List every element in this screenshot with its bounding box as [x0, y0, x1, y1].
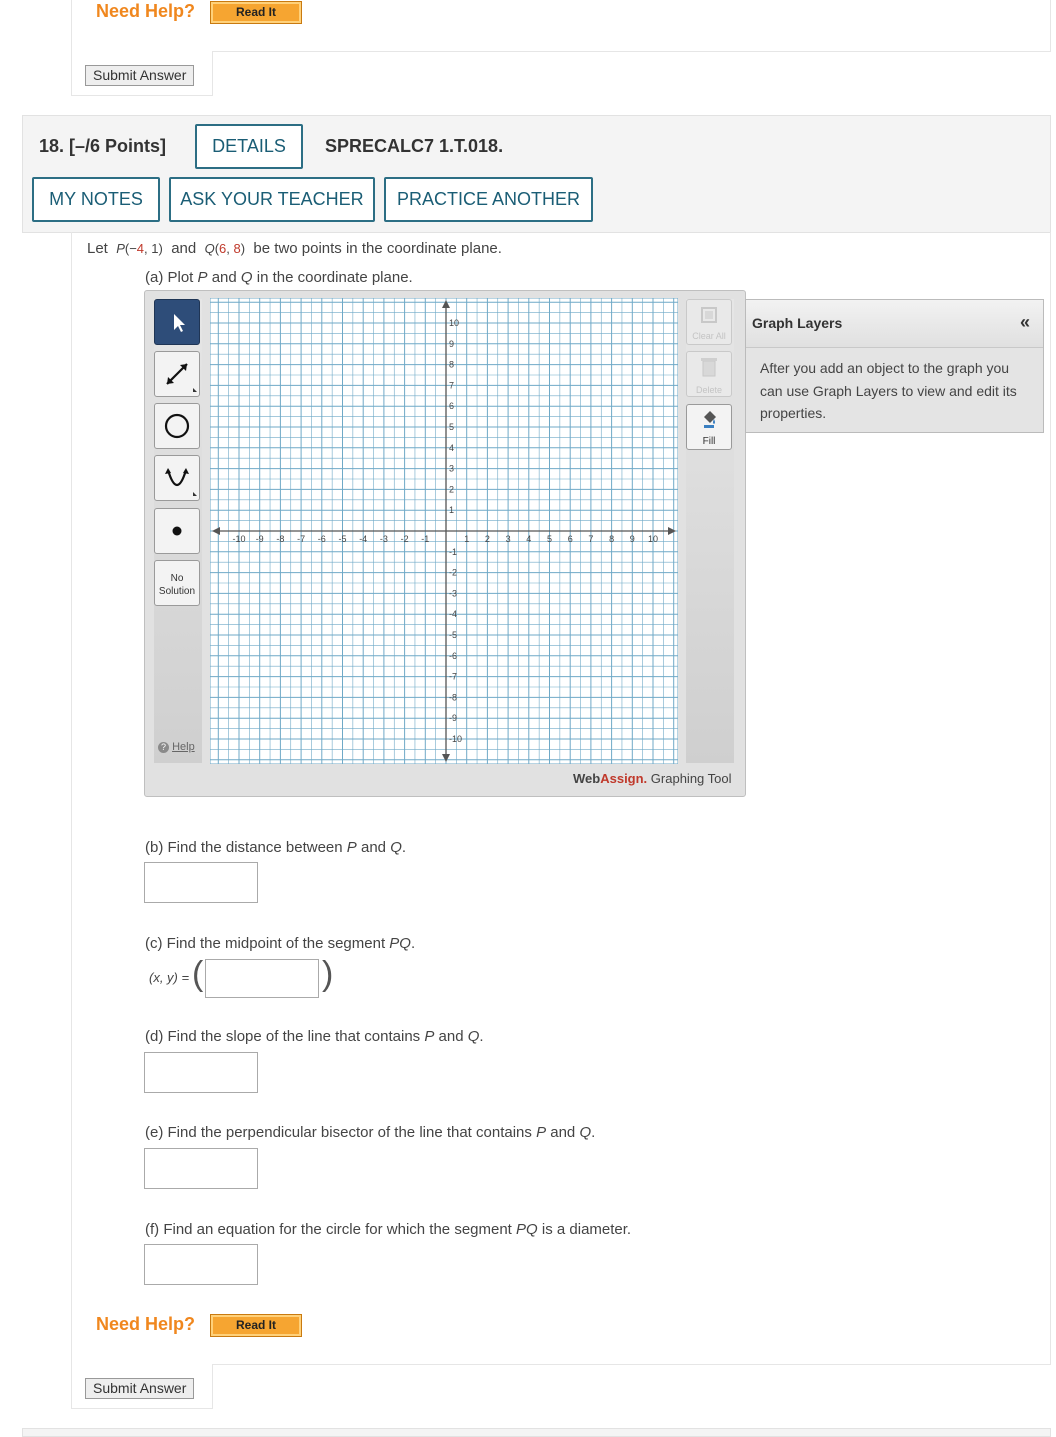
fill-bucket-icon	[687, 405, 731, 431]
my-notes-button[interactable]: MY NOTES	[32, 177, 160, 222]
part-d-q: Q	[467, 1028, 480, 1045]
part-d-and: and	[438, 1028, 464, 1045]
read-it-button[interactable]: Read It	[210, 1314, 302, 1337]
prev-submit-answer-button[interactable]: Submit Answer	[85, 65, 194, 86]
y-tick-label: 5	[449, 422, 455, 432]
part-e-q: Q	[579, 1124, 592, 1141]
parabola-tool-button[interactable]	[154, 455, 200, 501]
intro-and: and	[171, 240, 197, 257]
collapse-icon[interactable]: «	[1019, 312, 1030, 332]
line-tool-button[interactable]	[154, 351, 200, 397]
x-tick-label: -8	[276, 534, 285, 544]
y-tick-label: 8	[449, 359, 455, 370]
x-tick-label: 4	[526, 534, 532, 544]
next-question-edge	[22, 1428, 1051, 1437]
point-p-name: P	[116, 241, 125, 256]
x-tick-label: 10	[647, 534, 659, 544]
fill-button[interactable]	[686, 404, 732, 450]
pointer-icon	[155, 300, 199, 344]
problem-intro	[87, 240, 502, 257]
y-tick-label: 1	[449, 505, 455, 516]
part-c-prompt	[145, 935, 415, 952]
y-tick-label: 10	[449, 318, 460, 328]
graph-canvas[interactable]	[210, 298, 678, 764]
y-tick-label: -5	[449, 630, 458, 640]
part-c-prefix: (c) Find the midpoint of the segment	[145, 935, 386, 952]
y-tick-label: -1	[449, 546, 458, 557]
y-tick-label: -3	[449, 588, 458, 599]
part-f-suffix: is a diameter.	[541, 1221, 632, 1238]
part-b-p: P	[346, 839, 357, 856]
part-a-prefix: (a) Plot	[145, 269, 194, 286]
y-tick-label: 7	[449, 380, 455, 391]
x-tick-label: -4	[359, 534, 368, 544]
part-a-suffix: in the coordinate plane.	[256, 269, 413, 286]
bisector-answer-input[interactable]	[144, 1148, 258, 1189]
x-tick-label: -7	[297, 534, 306, 544]
question-code: SPRECALC7 1.T.018.	[325, 136, 504, 156]
open-paren: (	[192, 955, 204, 993]
trash-icon	[687, 352, 731, 380]
y-tick-label: 6	[449, 401, 455, 412]
intro-let: Let	[87, 240, 108, 257]
brand-assign: Assign.	[600, 771, 648, 786]
p-x-value: 4	[136, 241, 145, 256]
x-tick-label: -2	[400, 534, 409, 544]
y-tick-label: 9	[449, 338, 455, 349]
part-c-end: .	[410, 935, 416, 952]
graph-layers-header[interactable]	[746, 300, 1043, 348]
part-b-prefix: (b) Find the distance between	[145, 839, 343, 856]
clear-all-button[interactable]	[686, 299, 732, 345]
x-tick-label: 6	[567, 534, 573, 544]
submit-answer-button[interactable]: Submit Answer	[85, 1378, 194, 1399]
midpoint-label: (x, y) =	[149, 970, 190, 985]
part-d-p: P	[424, 1028, 435, 1045]
webassign-brand	[573, 771, 732, 786]
q-open: (	[214, 241, 220, 256]
part-b-and: and	[360, 839, 387, 856]
part-a-p: P	[197, 269, 208, 286]
prev-read-it-button[interactable]: Read It	[210, 1, 302, 24]
part-c-pq: PQ	[389, 935, 411, 952]
q-y-value: 8	[233, 241, 241, 256]
fill-label: Fill	[702, 436, 716, 447]
intro-rest: be two points in the coordinate plane.	[253, 240, 502, 257]
x-tick-label: 9	[629, 534, 635, 544]
x-tick-label: 5	[546, 534, 553, 544]
brand-tool: Graphing Tool	[647, 771, 732, 786]
prev-need-help-label: Need Help?	[96, 1, 196, 21]
part-d-prompt	[145, 1028, 484, 1045]
graph-layers-info: After you add an object to the graph you can use Graph Layers to view and edit its properties.	[760, 360, 1017, 421]
help-icon: ?	[158, 742, 169, 753]
y-tick-label: 3	[449, 463, 455, 474]
q-close: )	[240, 241, 246, 256]
y-tick-label: -6	[449, 650, 458, 661]
y-tick-label: 4	[449, 442, 455, 453]
part-d-prefix: (d) Find the slope of the line that contains	[145, 1028, 421, 1045]
y-tick-label: -10	[449, 734, 463, 744]
part-e-prompt	[145, 1124, 595, 1141]
line-icon	[155, 352, 199, 396]
part-b-end: .	[401, 839, 407, 856]
part-f-prompt	[145, 1221, 631, 1238]
q-sep: ,	[226, 241, 234, 256]
y-tick-label: -8	[449, 692, 458, 703]
y-tick-label: -4	[449, 609, 458, 620]
no-solution-button[interactable]	[154, 560, 200, 606]
part-f-prefix: (f) Find an equation for the circle for which the segment	[145, 1221, 512, 1238]
part-a-and: and	[211, 269, 237, 286]
x-tick-label: 1	[464, 534, 470, 544]
x-tick-label: 2	[484, 534, 490, 544]
x-tick-label: -5	[338, 534, 347, 544]
help-label: Help	[172, 741, 195, 753]
question-number: 18. [–/6 Points]	[39, 136, 167, 156]
p-open: (−	[124, 241, 137, 256]
p-sep: ,	[144, 241, 152, 256]
no-solution-line2: Solution	[158, 586, 196, 597]
point-q-name: Q	[204, 241, 215, 256]
part-e-end: .	[591, 1124, 596, 1141]
x-tick-label: 7	[588, 534, 594, 544]
p-y-value: 1	[151, 241, 159, 256]
part-e-p: P	[536, 1124, 547, 1141]
distance-answer-input[interactable]	[144, 862, 258, 903]
x-tick-label: 3	[505, 534, 511, 544]
need-help-label: Need Help?	[96, 1314, 196, 1334]
parabola-icon	[155, 456, 199, 500]
midpoint-answer-input[interactable]	[205, 959, 319, 998]
delete-label: Delete	[695, 385, 722, 395]
ask-your-teacher-button[interactable]: ASK YOUR TEACHER	[169, 177, 375, 222]
point-icon	[155, 509, 199, 553]
circle-icon	[155, 404, 199, 448]
practice-another-button[interactable]: PRACTICE ANOTHER	[384, 177, 593, 222]
clear-all-label: Clear All	[692, 331, 726, 341]
part-e-prefix: (e) Find the perpendicular bisector of the line that contains	[145, 1124, 532, 1141]
y-tick-label: -2	[449, 567, 458, 578]
circle-tool-button[interactable]	[154, 403, 200, 449]
details-button[interactable]: DETAILS	[195, 124, 303, 169]
x-tick-label: 8	[609, 534, 615, 544]
circle-equation-input[interactable]	[144, 1244, 258, 1285]
no-solution-line1: No	[170, 573, 184, 584]
x-tick-label: -3	[379, 534, 388, 544]
y-tick-label: 2	[449, 484, 455, 495]
point-tool-button[interactable]	[154, 508, 200, 554]
part-e-and: and	[550, 1124, 576, 1141]
y-tick-label: -9	[449, 713, 458, 724]
p-close: )	[158, 241, 163, 256]
clear-all-icon	[687, 300, 731, 326]
part-b-q: Q	[390, 839, 402, 856]
q-x-value: 6	[219, 241, 227, 256]
x-tick-label: -9	[255, 534, 264, 544]
slope-answer-input[interactable]	[144, 1052, 258, 1093]
delete-button[interactable]	[686, 351, 732, 397]
close-paren: )	[322, 955, 334, 993]
graph-layers-panel	[745, 299, 1044, 433]
pointer-tool-button[interactable]	[154, 299, 200, 345]
graph-help-link[interactable]	[158, 741, 195, 753]
part-a-q: Q	[240, 269, 253, 286]
graph-layers-title: Graph Layers	[752, 315, 843, 331]
part-f-pq: PQ	[516, 1221, 538, 1238]
part-d-end: .	[479, 1028, 484, 1045]
y-tick-label: -7	[449, 671, 458, 682]
brand-web: Web	[573, 771, 601, 786]
x-tick-label: -10	[232, 534, 246, 544]
part-b-prompt	[145, 839, 406, 856]
part-a-prompt	[145, 269, 413, 286]
x-tick-label: -6	[317, 534, 326, 544]
x-tick-label: -1	[421, 534, 430, 544]
